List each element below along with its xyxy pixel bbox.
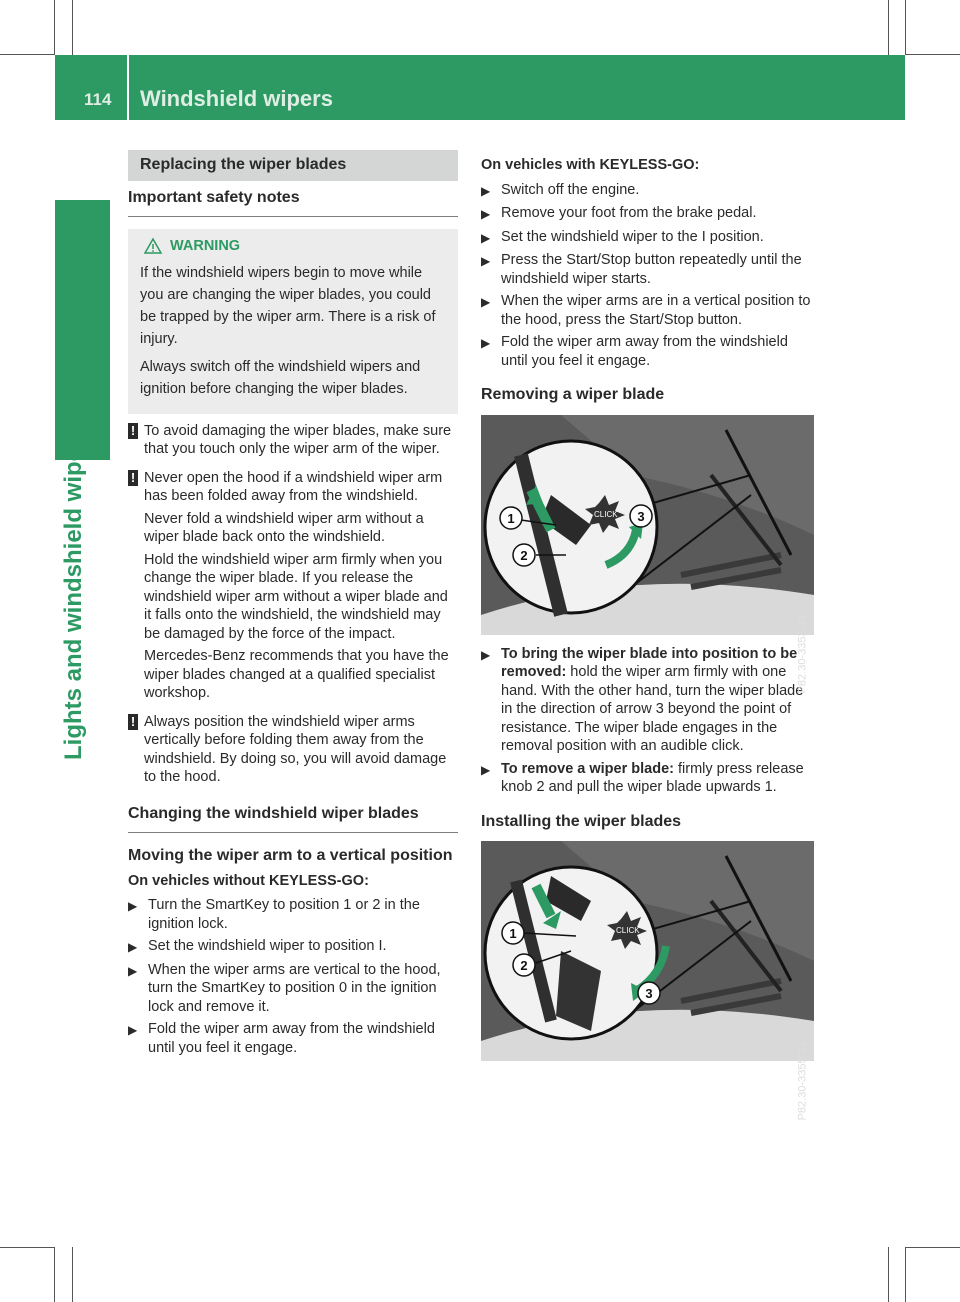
list-item <box>481 292 814 329</box>
callout-1: 1 <box>509 926 517 941</box>
step-arrow-icon: ▶ <box>481 762 491 777</box>
step-arrow-icon: ▶ <box>128 899 138 913</box>
step-body: firmly press release knob 2 and pull the wiper blade upwards 1. <box>501 760 804 795</box>
changing-heading: Changing the windshield wiper blades <box>128 805 458 834</box>
step-text: Fold the wiper arm away from the windshield until you feel it engage. <box>148 1021 435 1056</box>
list-item <box>481 333 814 370</box>
figure-code: P82.30-3353-31 <box>796 614 809 694</box>
installing-heading: Installing the wiper blades <box>481 812 682 830</box>
note-text: Never open the hood if a windshield wiper arm has been folded away from the windshield. <box>144 469 443 504</box>
exclamation-icon: ! <box>128 714 138 730</box>
crop-mark <box>54 0 55 55</box>
crop-mark <box>905 1247 960 1248</box>
step-text <box>501 760 814 797</box>
exclamation-icon: ! <box>128 423 138 439</box>
step-text: Set the windshield wiper to position I. <box>148 938 387 954</box>
subheading: On vehicles with KEYLESS-GO: <box>481 157 700 173</box>
list-item <box>128 1020 458 1057</box>
subheading: On vehicles without KEYLESS-GO: <box>128 872 369 889</box>
header-divider <box>127 55 129 120</box>
crop-mark <box>905 54 960 55</box>
step-arrow-icon: ▶ <box>481 230 491 245</box>
step-text <box>501 645 814 756</box>
callout-3: 3 <box>637 508 645 524</box>
step-text: Remove your foot from the brake pedal. <box>501 205 757 221</box>
wiper-removal-illustration <box>481 415 814 635</box>
removing-heading: Removing a wiper blade <box>481 386 665 403</box>
callout-2: 2 <box>520 547 528 563</box>
step-arrow-icon: ▶ <box>481 647 491 662</box>
step-arrow-icon: ▶ <box>481 183 491 198</box>
list-item <box>128 937 458 957</box>
right-column <box>481 150 814 1120</box>
step-text: When the wiper arms are in a vertical position to the hood, press the Start/Stop button. <box>501 293 811 328</box>
note-text: Mercedes-Benz recommends that you have the wiper blades changed at a qualified specialist workshop. <box>144 648 449 701</box>
crop-mark <box>72 1247 73 1302</box>
crop-mark <box>72 0 73 55</box>
callout-3: 3 <box>645 986 653 1001</box>
step-lead: To remove a wiper blade: <box>501 760 674 777</box>
note <box>128 713 458 791</box>
step-text: Switch off the engine. <box>501 181 640 198</box>
step-text: Turn the SmartKey to position 1 or 2 in the ignition lock. <box>148 897 420 932</box>
left-column <box>128 150 458 1061</box>
wiper-install-illustration <box>481 841 814 1061</box>
page-number: 114 <box>84 90 112 109</box>
warning-box <box>128 229 458 414</box>
note-text: Hold the windshield wiper arm firmly when you change the wiper blade. If you release the windshield wiper arm without a wiper blade and it falls onto the windshield, the windshield may be damaged by the force of the impact. <box>144 551 448 642</box>
side-tab-block <box>55 200 110 460</box>
exclamation-icon: ! <box>128 470 138 486</box>
crop-mark <box>905 0 906 55</box>
step-arrow-icon: ▶ <box>128 963 138 978</box>
side-tab-label: Lights and windshield wipers <box>60 425 87 760</box>
step-arrow-icon: ▶ <box>128 940 138 954</box>
step-text: Fold the wiper arm away from the windshield until you feel it engage. <box>501 334 788 369</box>
list-item <box>481 645 814 756</box>
moving-heading: Moving the wiper arm to a vertical position <box>128 847 453 864</box>
warning-text: Always switch off the windshield wipers and ignition before changing the wiper blades. <box>140 358 421 397</box>
warning-text: If the windshield wipers begin to move while you are changing the wiper blades, you could be trapped by the wiper arm. There is a risk of injury. <box>140 264 436 347</box>
safety-heading: Important safety notes <box>128 189 458 218</box>
page-title: Windshield wipers <box>140 86 333 111</box>
step-arrow-icon: ▶ <box>481 336 491 350</box>
note <box>128 469 458 707</box>
list-item <box>128 961 458 1017</box>
step-text: Press the Start/Stop button repeatedly until the windshield wiper starts. <box>501 252 802 287</box>
warning-label: WARNING <box>170 238 241 254</box>
step-text: Set the windshield wiper to the I position. <box>501 228 764 245</box>
note-text: Never fold a windshield wiper arm without a wiper blade back onto the windshield. <box>144 510 424 545</box>
wiper-install-figure <box>481 841 814 1120</box>
step-lead: To bring the wiper blade into position to be removed: <box>501 645 798 680</box>
callout-2: 2 <box>520 958 528 973</box>
step-body: hold the wiper arm firmly with one hand. With the other hand, turn the wiper blade in the direction of arrow 3 beyond the point of resistance. The wiper blade engages in the removal position with an audible click. <box>501 664 804 754</box>
list-item <box>481 181 814 201</box>
crop-mark <box>54 1247 55 1302</box>
step-text: When the wiper arms are vertical to the hood, turn the SmartKey to position 0 in the ignition lock and remove it. <box>148 961 441 1015</box>
list-item <box>481 228 814 248</box>
crop-mark <box>888 0 889 55</box>
section-title: Replacing the wiper blades <box>128 150 458 181</box>
list-item <box>481 760 814 797</box>
warning-triangle-icon <box>144 238 162 254</box>
list-item <box>128 896 458 933</box>
figure-code: P82.30-3355-31 <box>796 1041 809 1120</box>
crop-mark <box>0 1247 55 1248</box>
click-label: CLICK <box>594 509 618 519</box>
note <box>128 422 458 463</box>
list-item <box>481 251 814 288</box>
callout-1: 1 <box>507 510 515 526</box>
crop-mark <box>0 54 55 55</box>
step-arrow-icon: ▶ <box>481 295 491 309</box>
step-arrow-icon: ▶ <box>481 254 491 268</box>
note-text: To avoid damaging the wiper blades, make sure that you touch only the wiper arm of the wiper. <box>144 422 452 457</box>
step-arrow-icon: ▶ <box>128 1023 138 1037</box>
step-arrow-icon: ▶ <box>481 207 491 221</box>
note-text: Always position the windshield wiper arms vertically before folding them away from the windshield. By doing so, you will avoid damage to the hood. <box>144 713 447 785</box>
list-item <box>481 204 814 224</box>
crop-mark <box>905 1247 906 1302</box>
crop-mark <box>888 1247 889 1302</box>
warning-header <box>140 237 446 256</box>
click-label: CLICK <box>616 926 640 935</box>
